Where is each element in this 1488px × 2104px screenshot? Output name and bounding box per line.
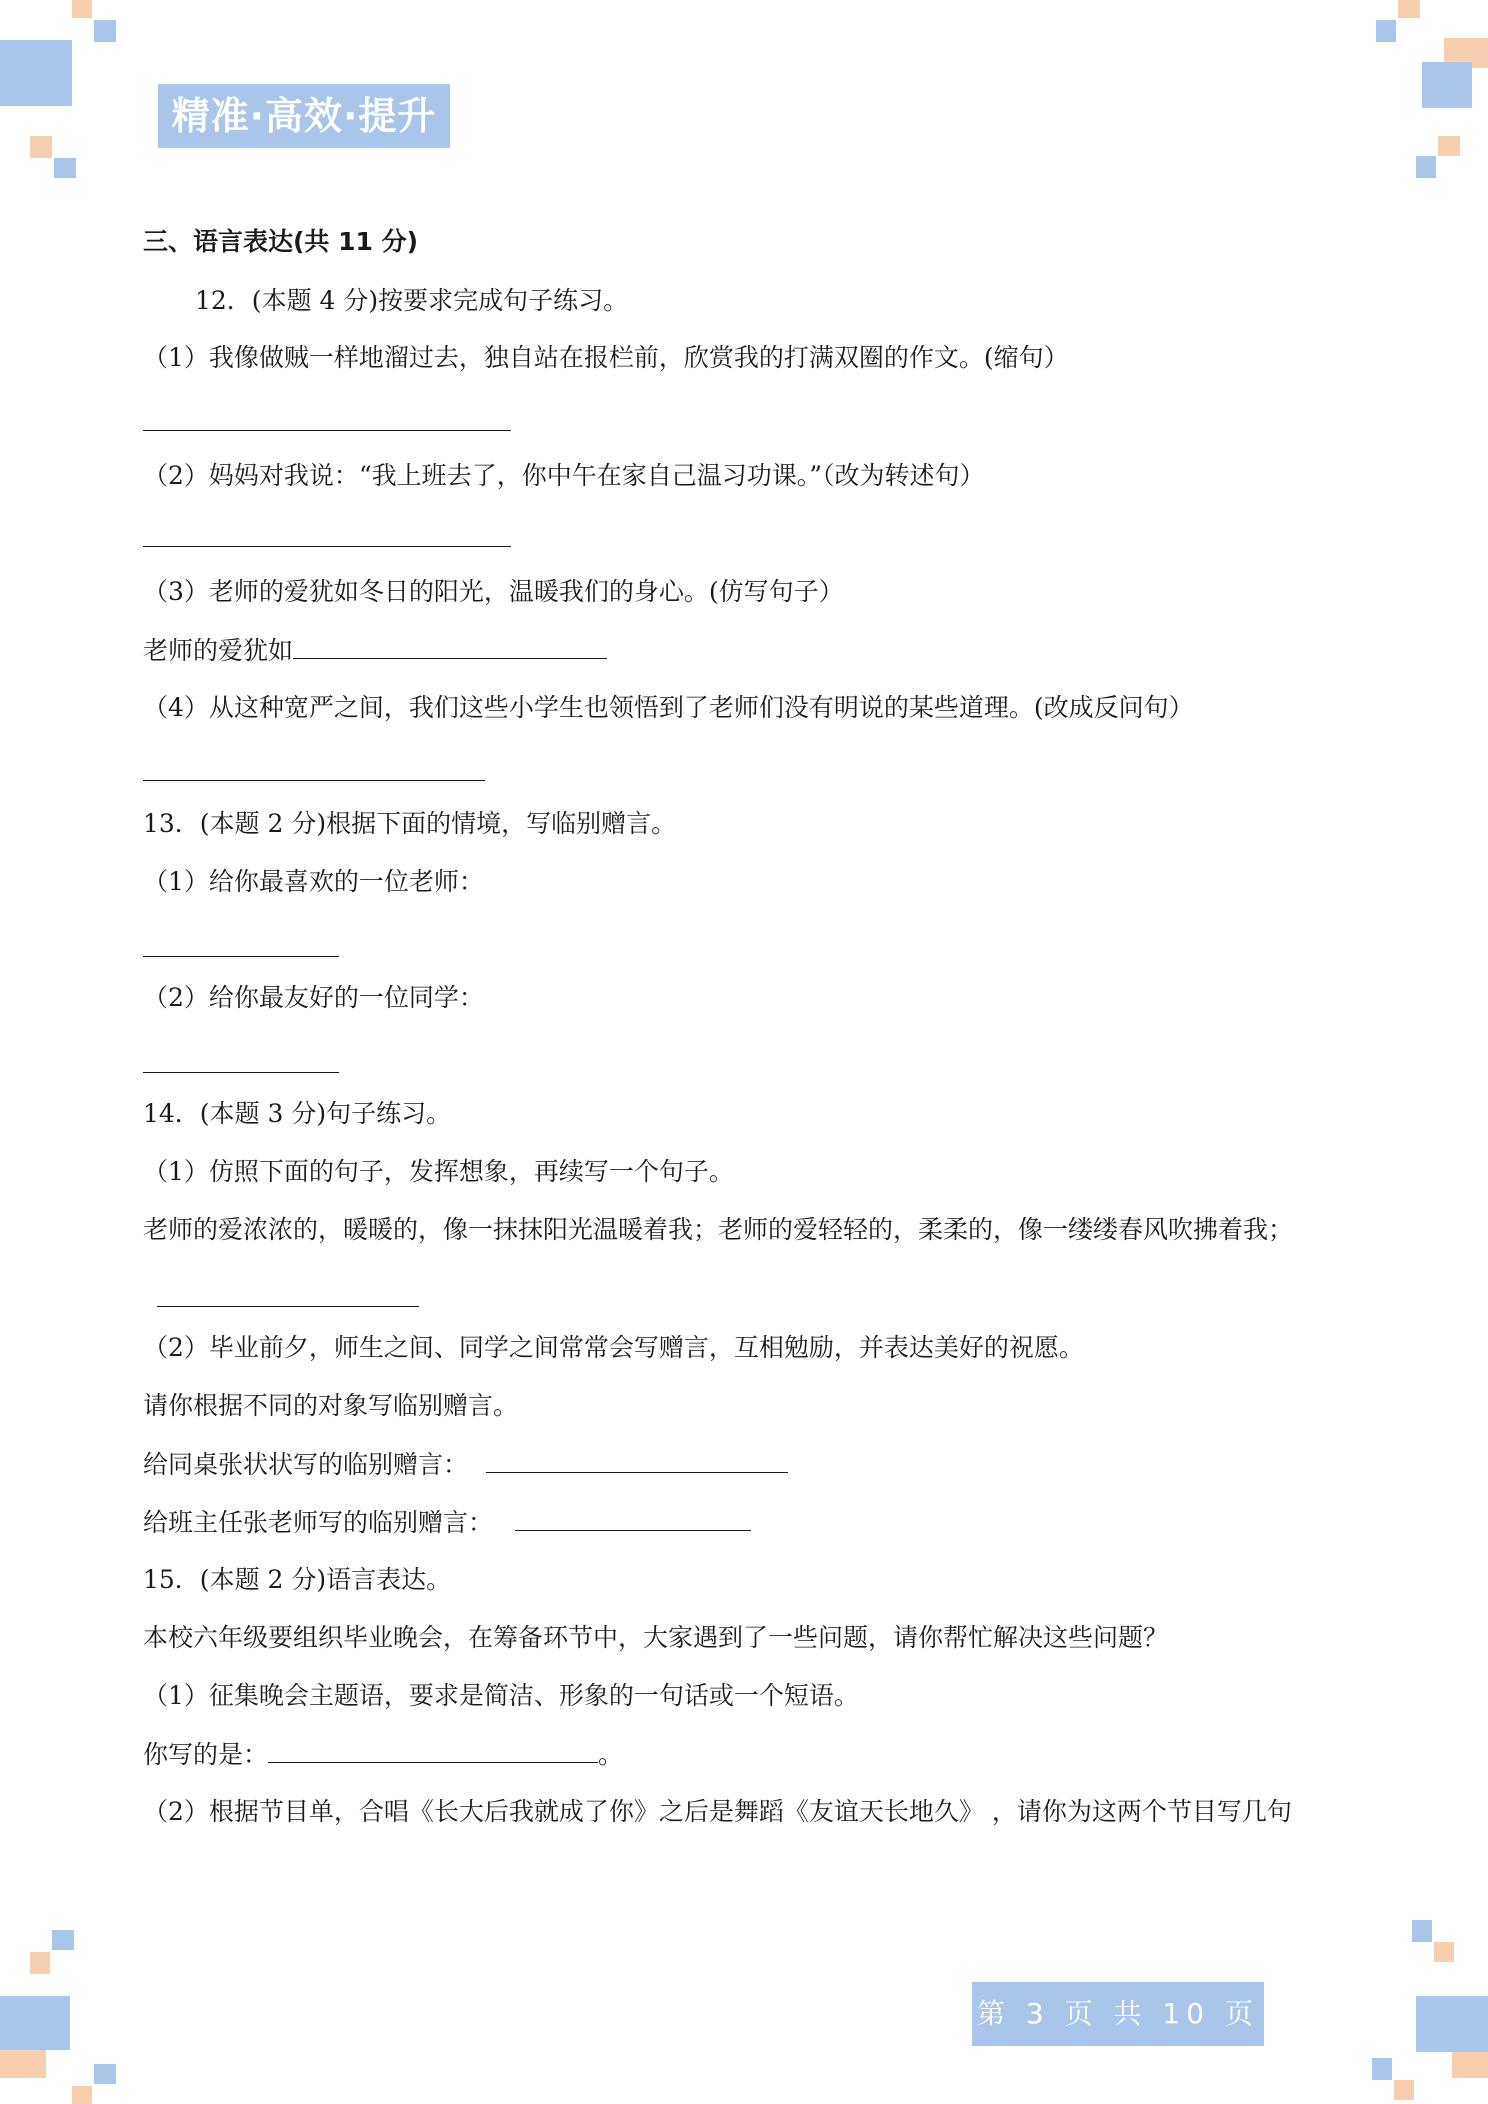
q15-item1-suffix: 。 [598, 1740, 624, 1769]
q12-item3-prefix: 老师的爱犹如 [143, 636, 294, 665]
answer-blank-q15-1[interactable] [268, 1736, 598, 1763]
q14-title: 14．(本题 3 分)句子练习。 [143, 1099, 452, 1128]
q14-item2a-label: 给同桌张状状写的临别赠言： [143, 1450, 469, 1479]
q12-item3-line [143, 632, 607, 668]
q12-item4: （4）从这种宽严之间，我们这些小学生也领悟到了老师们没有明说的某些道理。(改成反问句） [143, 693, 1194, 722]
q14-item1-text: 老师的爱浓浓的，暖暖的，像一抹抹阳光温暖着我；老师的爱轻轻的，柔柔的，像一缕缕春风吹拂着我； [143, 1215, 1294, 1244]
answer-blank-q13-1[interactable] [143, 956, 339, 957]
q15-item2: （2）根据节目单，合唱《长大后我就成了你》之后是舞蹈《友谊天长地久》 ，请你为这两个节目写几句 [143, 1797, 1292, 1826]
q14-item2a-line [143, 1446, 788, 1482]
brand-banner: 精准·高效·提升 [158, 84, 450, 148]
q13-title: 13．(本题 2 分)根据下面的情境，写临别赠言。 [143, 809, 677, 838]
answer-blank-q13-2[interactable] [143, 1072, 339, 1073]
q14-item2: （2）毕业前夕，师生之间、同学之间常常会写赠言，互相勉励，并表达美好的祝愿。 [143, 1333, 1084, 1362]
answer-blank-q14-1[interactable] [157, 1306, 419, 1307]
section-title: 三、语言表达(共 11 分) [143, 227, 419, 256]
q12-title: 12．(本题 4 分)按要求完成句子练习。 [195, 286, 629, 315]
q13-item1: （1）给你最喜欢的一位老师： [143, 867, 484, 896]
q15-intro: 本校六年级要组织毕业晚会，在筹备环节中，大家遇到了一些问题，请你帮忙解决这些问题？ [143, 1623, 1169, 1652]
q13-item2: （2）给你最友好的一位同学： [143, 983, 484, 1012]
q14-item1: （1）仿照下面的句子，发挥想象，再续写一个句子。 [143, 1157, 734, 1186]
q15-item1-line [143, 1736, 623, 1772]
q12-item2: （2）妈妈对我说：“我上班去了，你中午在家自己温习功课。”（改为转述句） [143, 461, 985, 490]
q15-item1: （1）征集晚会主题语，要求是简洁、形象的一句话或一个短语。 [143, 1681, 859, 1710]
answer-blank-q14-2b[interactable] [515, 1504, 751, 1531]
answer-blank-q12-3[interactable] [293, 632, 607, 659]
page-indicator: 第 3 页 共 10 页 [972, 1982, 1264, 2046]
q12-item1: （1）我像做贼一样地溜过去，独自站在报栏前，欣赏我的打满双圈的作文。(缩句） [143, 343, 1069, 372]
q15-title: 15．(本题 2 分)语言表达。 [143, 1565, 452, 1594]
answer-blank-q12-1[interactable] [143, 430, 511, 431]
q14-item2b-line [143, 1504, 751, 1540]
q15-item1-prefix: 你写的是： [143, 1740, 269, 1769]
q12-item3: （3）老师的爱犹如冬日的阳光，温暖我们的身心。(仿写句子） [143, 577, 844, 606]
answer-blank-q12-2[interactable] [143, 546, 511, 547]
answer-blank-q14-2a[interactable] [486, 1446, 788, 1473]
q14-item2b-label: 给班主任张老师写的临别赠言： [143, 1508, 494, 1537]
answer-blank-q12-4[interactable] [143, 780, 485, 781]
q14-item2-text: 请你根据不同的对象写临别赠言。 [143, 1391, 519, 1420]
